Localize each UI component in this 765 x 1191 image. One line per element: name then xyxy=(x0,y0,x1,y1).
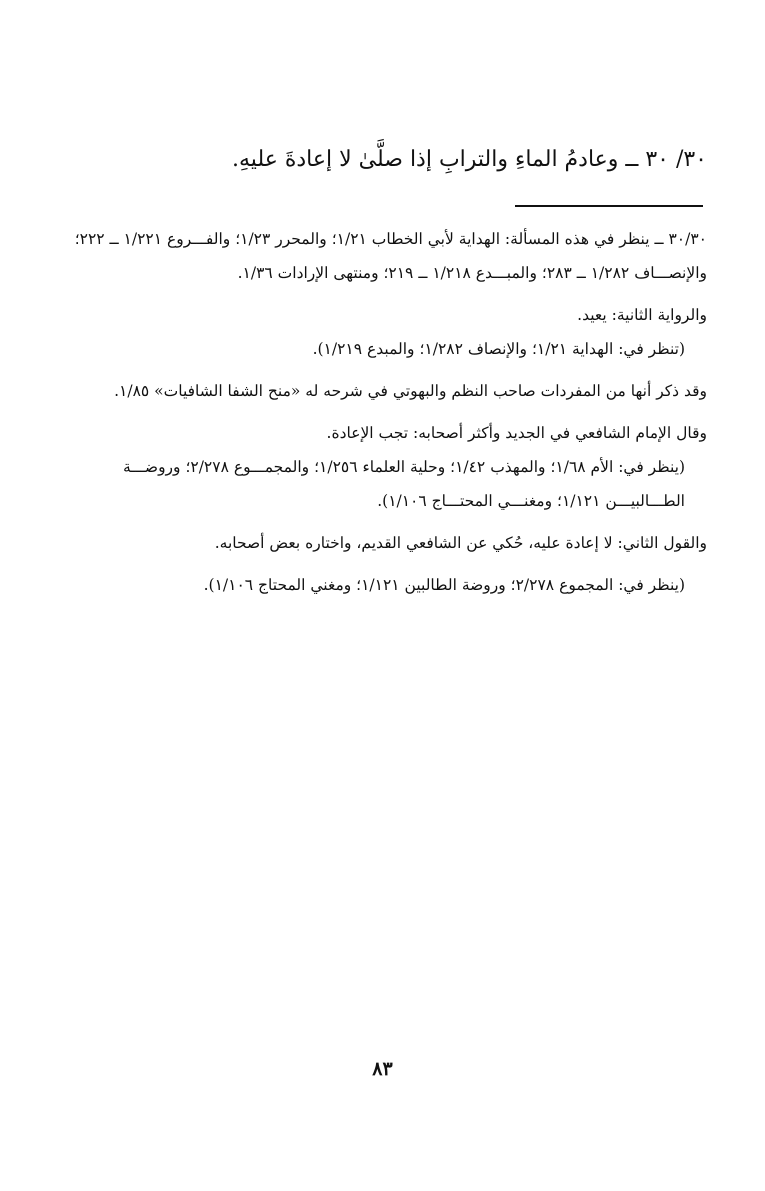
footnote-paragraph: (تنظر في: الهداية ١/٢١؛ والإنصاف ١/٢٨٢؛ والمبدع ١/٢١٩). xyxy=(312,340,685,358)
footnote-paragraph: (ينظر في: الأم ١/٦٨؛ والمهذب ١/٤٢؛ وحلية العلماء ١/٢٥٦؛ والمجمـــوع ٢/٢٧٨؛ وروضـــة الطـــالبيـــن ١/١٢١؛ ومغنـــي المحتـــاج ١/١٠٦). xyxy=(122,458,685,510)
main-text-line: ٣٠/ ٣٠ ــ وعادمُ الماءِ والترابِ إذا صلَّىٰ لا إعادةَ عليهِ. xyxy=(232,147,707,172)
footnote-paragraph: والقول الثاني: لا إعادة عليه، حُكي عن الشافعي القديم، واختاره بعض أصحابه. xyxy=(214,534,707,552)
footnote-paragraph: ٣٠/٣٠ ــ ينظر في هذه المسألة: الهداية لأبي الخطاب ١/٢١؛ والمحرر ١/٢٣؛ والفـــروع ١/٢٢١ ــ ٢٢٢؛ والإنصـــاف ١/٢٨٢ ــ ٢٨٣؛ والمبـــدع ١/٢١٨ ــ ٢١٩؛ ومنتهى الإرادات ١/٣٦. xyxy=(74,230,707,282)
footnote-paragraph: (ينظر في: المجموع ٢/٢٧٨؛ وروضة الطالبين ١/١٢١؛ ومغني المحتاج ١/١٠٦). xyxy=(203,576,685,594)
footnote-paragraph: وقال الإمام الشافعي في الجديد وأكثر أصحابه: تجب الإعادة. xyxy=(326,424,707,442)
footnote-paragraph: والرواية الثانية: يعيد. xyxy=(577,306,707,324)
footnote-separator xyxy=(515,205,703,207)
footnote-paragraph: وقد ذكر أنها من المفردات صاحب النظم والبهوتي في شرحه له «منح الشفا الشافيات» ١/٨٥. xyxy=(114,382,707,400)
page-number: ٨٣ xyxy=(372,1058,393,1080)
footnotes xyxy=(57,222,707,602)
